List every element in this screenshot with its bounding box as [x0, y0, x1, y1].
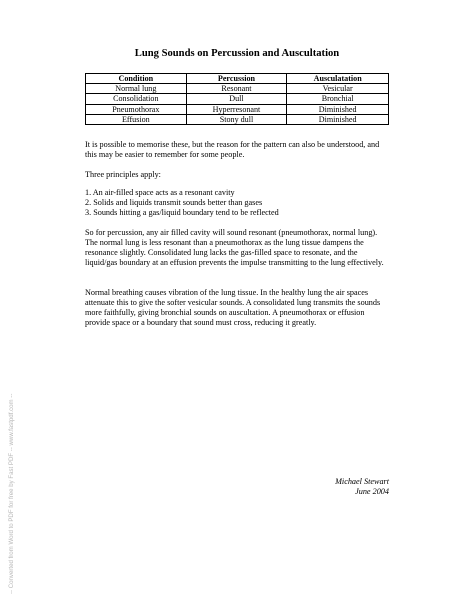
table-row: [86, 104, 389, 114]
signature-block: [85, 477, 389, 497]
signature-date: June 2004: [355, 487, 389, 497]
table-header-row: [86, 74, 389, 84]
list-item: 2. Solids and liquids transmit sounds better than gases: [85, 198, 263, 208]
column-header-condition: Condition: [86, 74, 187, 84]
lung-sounds-table: [85, 73, 389, 125]
column-header-auscultation: Ausculatation: [287, 74, 389, 84]
table-cell: Resonant: [186, 84, 287, 94]
table-cell: Dull: [186, 94, 287, 104]
column-header-percussion: Percussion: [186, 74, 287, 84]
table-row: [86, 114, 389, 124]
table-cell: Hyperresonant: [186, 104, 287, 114]
list-item: 1. An air-filled space acts as a resonant cavity: [85, 188, 235, 197]
author-name: Michael Stewart: [335, 477, 389, 486]
list-item: 3. Sounds hitting a gas/liquid boundary tend to be reflected: [85, 208, 279, 218]
table-cell: Diminished: [287, 104, 389, 114]
table-cell: Diminished: [287, 114, 389, 124]
percussion-paragraph: So for percussion, any air filled cavity will sound resonant (pneumothorax, normal lung). The normal lung is less resonant than a pneumothorax as the lung tissue dampens the resonance slightly. Consolidated lung lacks the gas-filled space to resonate, and the liquid/gas boundary at an effusion prevents the impulse transmitting to the lung effectively.: [85, 228, 384, 268]
table-cell: Consolidation: [86, 94, 187, 104]
intro-paragraph: It is possible to memorise these, but the reason for the pattern can also be understood, and this may be easier to remember for some people.: [85, 140, 380, 160]
table-cell: Stony dull: [186, 114, 287, 124]
breathing-paragraph: Normal breathing causes vibration of the lung tissue. In the healthy lung the air spaces attenuate this to give the softer vesicular sounds. A consolidated lung transmits the sounds more faithfully, giving bronchial sounds on auscultation. A pneumothorax or effusion provide space or a boundary that sound must cross, reducing it greatly.: [85, 288, 381, 328]
table-row: [86, 94, 389, 104]
document-title: Lung Sounds on Percussion and Auscultation: [134, 48, 340, 59]
table-cell: Effusion: [86, 114, 187, 124]
table-cell: Vesicular: [287, 84, 389, 94]
table-cell: Bronchial: [287, 94, 389, 104]
table-cell: Pneumothorax: [86, 104, 187, 114]
table-row: [86, 84, 389, 94]
converter-watermark: -- Converted from Word to PDF for free by Fast PDF -- www.fastpdf.com --: [8, 393, 15, 594]
table-cell: Normal lung: [86, 84, 187, 94]
principles-heading: Three principles apply:: [85, 170, 161, 179]
principles-list: [85, 188, 391, 218]
